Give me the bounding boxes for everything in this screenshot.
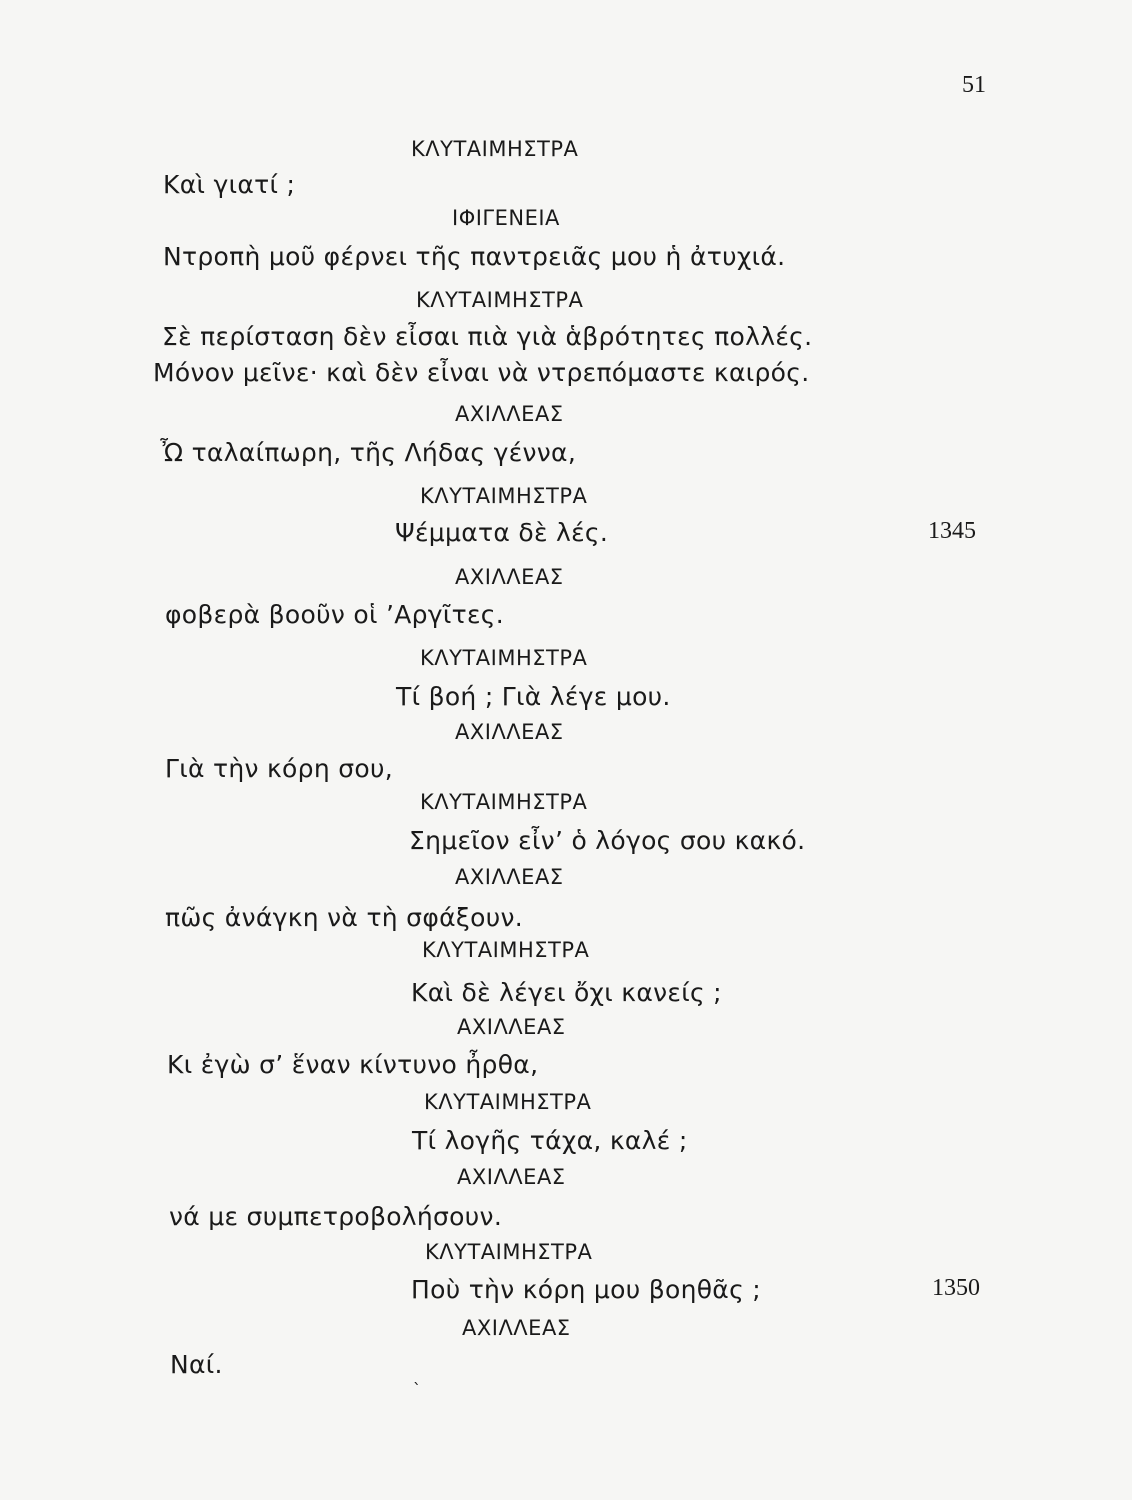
speaker-label: ΑΧΙΛΛΕΑΣ xyxy=(457,1165,566,1189)
verse-line: Καὶ γιατί ; xyxy=(163,170,296,199)
line-number: 1345 xyxy=(928,518,976,544)
line-number: 1350 xyxy=(932,1275,980,1301)
verse-line: Γιὰ τὴν κόρη σου, xyxy=(165,754,393,783)
verse-line: Ντροπὴ μοῦ φέρνει τῆς παντρειᾶς μου ἡ ἀτυχιά. xyxy=(163,242,786,271)
speaker-label: ΑΧΙΛΛΕΑΣ xyxy=(457,1015,566,1039)
speaker-label: ΑΧΙΛΛΕΑΣ xyxy=(455,565,564,589)
page-number: 51 xyxy=(962,72,986,98)
speaker-label: ΚΛΥΤΑΙΜΗΣΤΡΑ xyxy=(425,1240,593,1264)
verse-line: φοβερὰ βοοῦν οἱ ’Αργῖτες. xyxy=(165,600,505,629)
speaker-label: ΚΛΥΤΑΙΜΗΣΤΡΑ xyxy=(424,1090,592,1114)
speaker-label: ΚΛΥΤΑΙΜΗΣΤΡΑ xyxy=(416,288,584,312)
stray-mark: ` xyxy=(413,1380,421,1399)
verse-line: Τί λογῆς τάχα, καλέ ; xyxy=(412,1126,688,1155)
speaker-label: ΚΛΥΤΑΙΜΗΣΤΡΑ xyxy=(420,790,588,814)
speaker-label: ΚΛΥΤΑΙΜΗΣΤΡΑ xyxy=(420,646,588,670)
verse-line: Κι ἐγὼ σ’ ἕναν κίντυνο ἦρθα, xyxy=(167,1050,539,1079)
speaker-label: ΑΧΙΛΛΕΑΣ xyxy=(455,720,564,744)
speaker-label: ΑΧΙΛΛΕΑΣ xyxy=(455,865,564,889)
verse-line: Μόνον μεῖνε· καὶ δὲν εἶναι νὰ ντρεπόμαστε καιρός. xyxy=(153,358,810,387)
speaker-label: ΚΛΥΤΑΙΜΗΣΤΡΑ xyxy=(420,484,588,508)
verse-line: νά με συμπετροβολήσουν. xyxy=(169,1202,503,1231)
speaker-label: ΑΧΙΛΛΕΑΣ xyxy=(455,402,564,426)
speaker-label: ΑΧΙΛΛΕΑΣ xyxy=(462,1316,571,1340)
verse-line: Καὶ δὲ λέγει ὄχι κανείς ; xyxy=(411,978,722,1007)
verse-line: πῶς ἀνάγκη νὰ τὴ σφάξουν. xyxy=(165,903,524,932)
verse-line: Τί βοή ; Γιὰ λέγε μου. xyxy=(396,682,671,711)
speaker-label: ΙΦΙΓΕΝΕΙΑ xyxy=(452,206,560,230)
verse-line: Ποὺ τὴν κόρη μου βοηθᾶς ; xyxy=(411,1275,762,1304)
verse-line: Ναί. xyxy=(170,1350,223,1379)
verse-line: Σημεῖον εἶν’ ὁ λόγος σου κακό. xyxy=(409,826,806,855)
speaker-label: ΚΛΥΤΑΙΜΗΣΤΡΑ xyxy=(411,137,579,161)
verse-line: Σὲ περίσταση δὲν εἶσαι πιὰ γιὰ ἁβρότητες πολλές. xyxy=(162,322,813,351)
verse-line: Ὦ ταλαίπωρη, τῆς Λήδας γέννα, xyxy=(160,438,577,467)
verse-line: Ψέμματα δὲ λές. xyxy=(395,518,609,547)
speaker-label: ΚΛΥΤΑΙΜΗΣΤΡΑ xyxy=(422,938,590,962)
